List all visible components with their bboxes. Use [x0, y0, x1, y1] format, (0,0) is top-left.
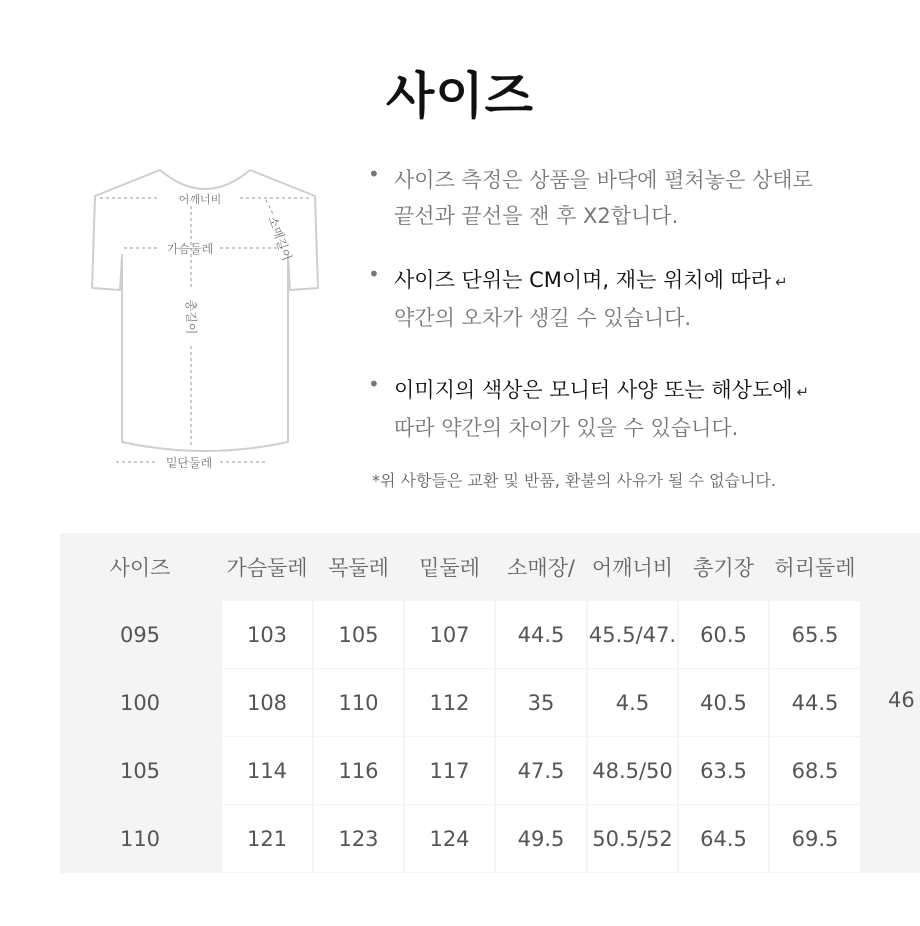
table-cell: 100: [60, 669, 220, 736]
note-item: [362, 162, 902, 234]
table-header-cell: 가슴둘레: [222, 533, 312, 600]
note-line: 약간의 오차가 생길 수 있습니다.: [394, 306, 692, 330]
table-cell: 44.5: [770, 669, 860, 736]
page-title: 사이즈: [386, 67, 534, 125]
table-cell: 44.5: [496, 601, 586, 668]
notes-list: [362, 162, 902, 474]
table-cell: 110: [60, 805, 220, 872]
table-cell: 63.5: [679, 737, 768, 804]
table-cell: 112: [405, 669, 494, 736]
note-line: 사이즈 측정은 상품을 바닥에 펼쳐놓은 상태로: [394, 168, 813, 192]
note-line: 끝선과 끝선을 잰 후 X2합니다.: [394, 204, 679, 228]
table-cell: 49.5: [496, 805, 586, 872]
tshirt-diagram: [60, 160, 350, 480]
table-cell: 50.5/52: [588, 805, 677, 872]
tshirt-outline: [92, 170, 318, 451]
size-table: [60, 533, 920, 873]
table-cell: 117: [405, 737, 494, 804]
table-header-cell: 사이즈: [60, 533, 220, 600]
table-cell: 69.5: [770, 805, 860, 872]
note-line: 따라 약간의 차이가 있을 수 있습니다.: [394, 416, 739, 440]
table-cell: 64.5: [679, 805, 768, 872]
table-cell: 4.5: [588, 669, 677, 736]
overflow-value: 46: [888, 688, 915, 712]
table-cell: 35: [496, 669, 586, 736]
chest-label: 가슴둘레: [166, 242, 214, 256]
table-cell: 60.5: [679, 601, 768, 668]
table-header-cell: 목둘레: [314, 533, 403, 600]
note-item: [362, 372, 902, 446]
table-header-cell: 허리둘레: [770, 533, 860, 600]
bullet-icon: •: [368, 262, 380, 286]
disclaimer: *위 사항들은 교환 및 반품, 환불의 사유가 될 수 없습니다.: [372, 471, 776, 490]
table-header-cell: 총기장: [679, 533, 768, 600]
return-icon: ↵: [796, 383, 810, 401]
table-cell: 65.5: [770, 601, 860, 668]
table-header-cell: 소매장/: [496, 533, 586, 600]
table-cell: 68.5: [770, 737, 860, 804]
table-cell: 095: [60, 601, 220, 668]
bullet-icon: •: [368, 162, 380, 186]
return-icon: ↵: [775, 273, 788, 291]
table-cell: 103: [222, 601, 312, 668]
sleeve-label: 소매길이: [265, 214, 295, 263]
note-line: 이미지의 색상은 모니터 사양 또는 해상도에: [394, 378, 793, 402]
table-cell: 123: [314, 805, 403, 872]
hem-label: 밑단둘레: [165, 456, 213, 470]
shoulder-label: 어깨너비: [178, 193, 222, 206]
table-cell: 124: [405, 805, 494, 872]
table-cell: 45.5/47.: [588, 601, 677, 668]
table-cell: 47.5: [496, 737, 586, 804]
table-cell: 108: [222, 669, 312, 736]
table-cell: 116: [314, 737, 403, 804]
length-label: 총길이: [184, 299, 198, 335]
bullet-icon: •: [368, 372, 380, 396]
table-header-cell: 어깨너비: [588, 533, 677, 600]
note-line: 사이즈 단위는 CM이며, 재는 위치에 따라: [394, 268, 772, 292]
table-cell: 105: [60, 737, 220, 804]
note-item: [362, 262, 902, 336]
table-cell: 40.5: [679, 669, 768, 736]
sleeve-line: [266, 200, 274, 216]
table-cell: 121: [222, 805, 312, 872]
table-cell: 110: [314, 669, 403, 736]
table-cell: 114: [222, 737, 312, 804]
table-header-cell: 밑둘레: [405, 533, 494, 600]
table-cell: 48.5/50: [588, 737, 677, 804]
table-cell: 105: [314, 601, 403, 668]
table-cell: 107: [405, 601, 494, 668]
